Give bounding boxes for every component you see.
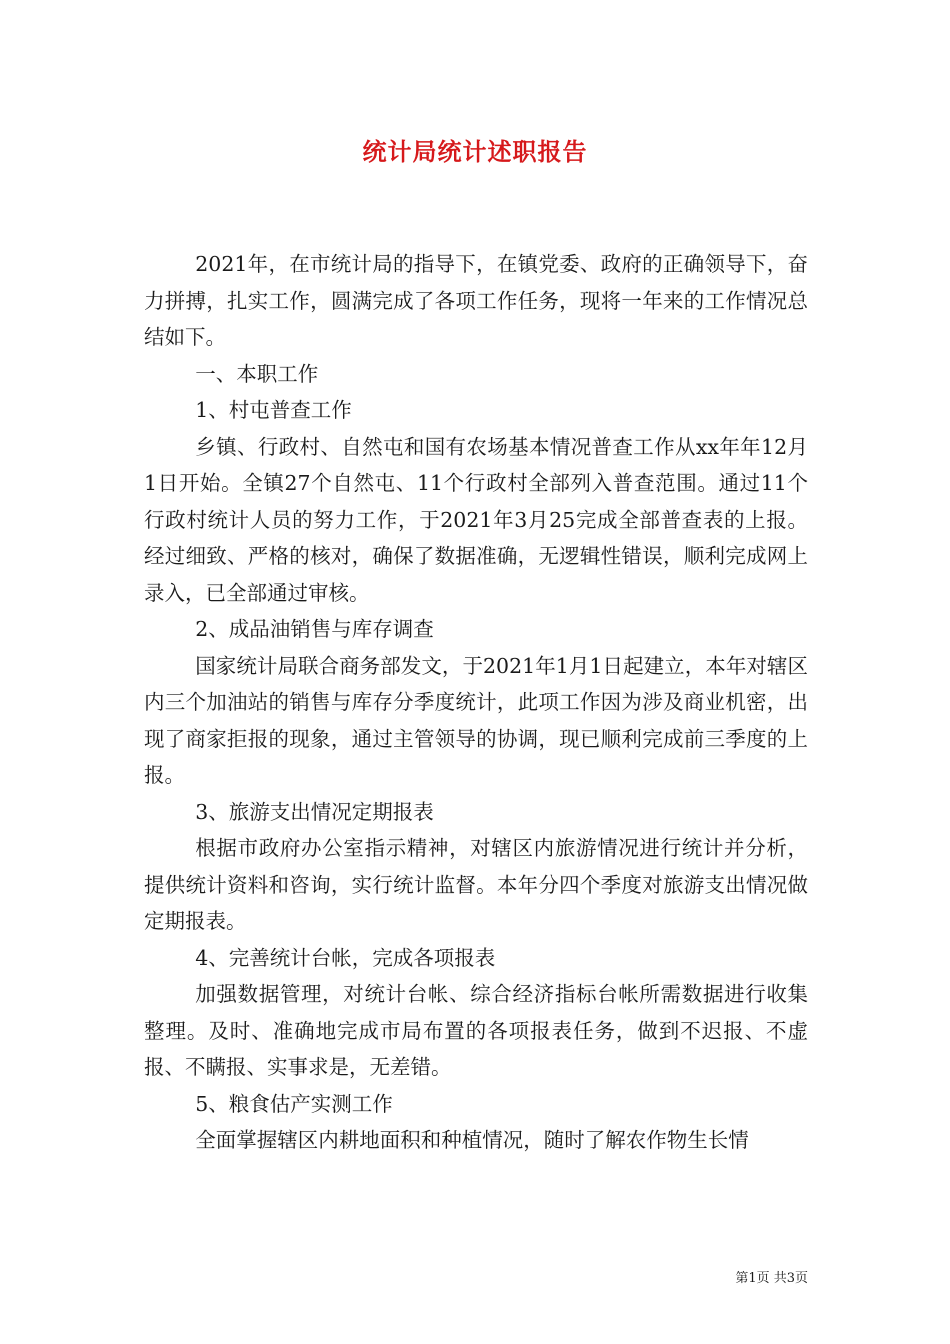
paragraph-ledger: 加强数据管理，对统计台帐、综合经济指标台帐所需数据进行收集整理。及时、准确地完成市局布置的各项报表任务，做到不迟报、不虚报、不瞒报、实事求是，无差错。 bbox=[144, 982, 808, 1079]
paragraph-tourism-report: 根据市政府办公室指示精神，对辖区内旅游情况进行统计并分析，提供统计资料和咨询，实行统计监督。本年分四个季度对旅游支出情况做定期报表。 bbox=[144, 836, 808, 933]
subheading-grain-estimate: 5、粮食估产实测工作 bbox=[195, 1091, 393, 1116]
subheading-village-census: 1、村屯普查工作 bbox=[195, 398, 352, 422]
subheading-tourism-report: 3、旅游支出情况定期报表 bbox=[195, 799, 434, 824]
subheading-ledger: 4、完善统计台帐，完成各项报表 bbox=[195, 945, 496, 970]
paragraph-village-census: 乡镇、行政村、自然屯和国有农场基本情况普查工作从xx年年12月1日开始。全镇27个自然屯、11个行政村全部列入普查范围。通过11个行政村统计人员的努力工作，于2021年3月25完成全部普查表的上报。经过细致、严格的核对，确保了数据准确，无逻辑性错误，顺利完成网上录入，已全部通过审核。 bbox=[144, 434, 808, 605]
paragraph-oil-survey: 国家统计局联合商务部发文，于2021年1月1日起建立，本年对辖区内三个加油站的销售与库存分季度统计，此项工作因为涉及商业机密，出现了商家拒报的现象，通过主管领导的协调，现已顺利完成前三季度的上报。 bbox=[144, 653, 808, 787]
document-body bbox=[144, 246, 808, 1159]
document-title: 统计局统计述职报告 bbox=[362, 137, 588, 166]
intro-paragraph: 2021年，在市统计局的指导下，在镇党委、政府的正确领导下，奋力拼搏，扎实工作，圆满完成了各项工作任务，现将一年来的工作情况总结如下。 bbox=[144, 252, 808, 349]
section-heading-main-work: 一、本职工作 bbox=[195, 361, 319, 386]
page-number-footer: 第1页 共3页 bbox=[735, 1271, 808, 1286]
paragraph-grain-estimate: 全面掌握辖区内耕地面积和种植情况，随时了解农作物生长情 bbox=[195, 1128, 749, 1152]
subheading-oil-survey: 2、成品油销售与库存调查 bbox=[195, 617, 434, 641]
